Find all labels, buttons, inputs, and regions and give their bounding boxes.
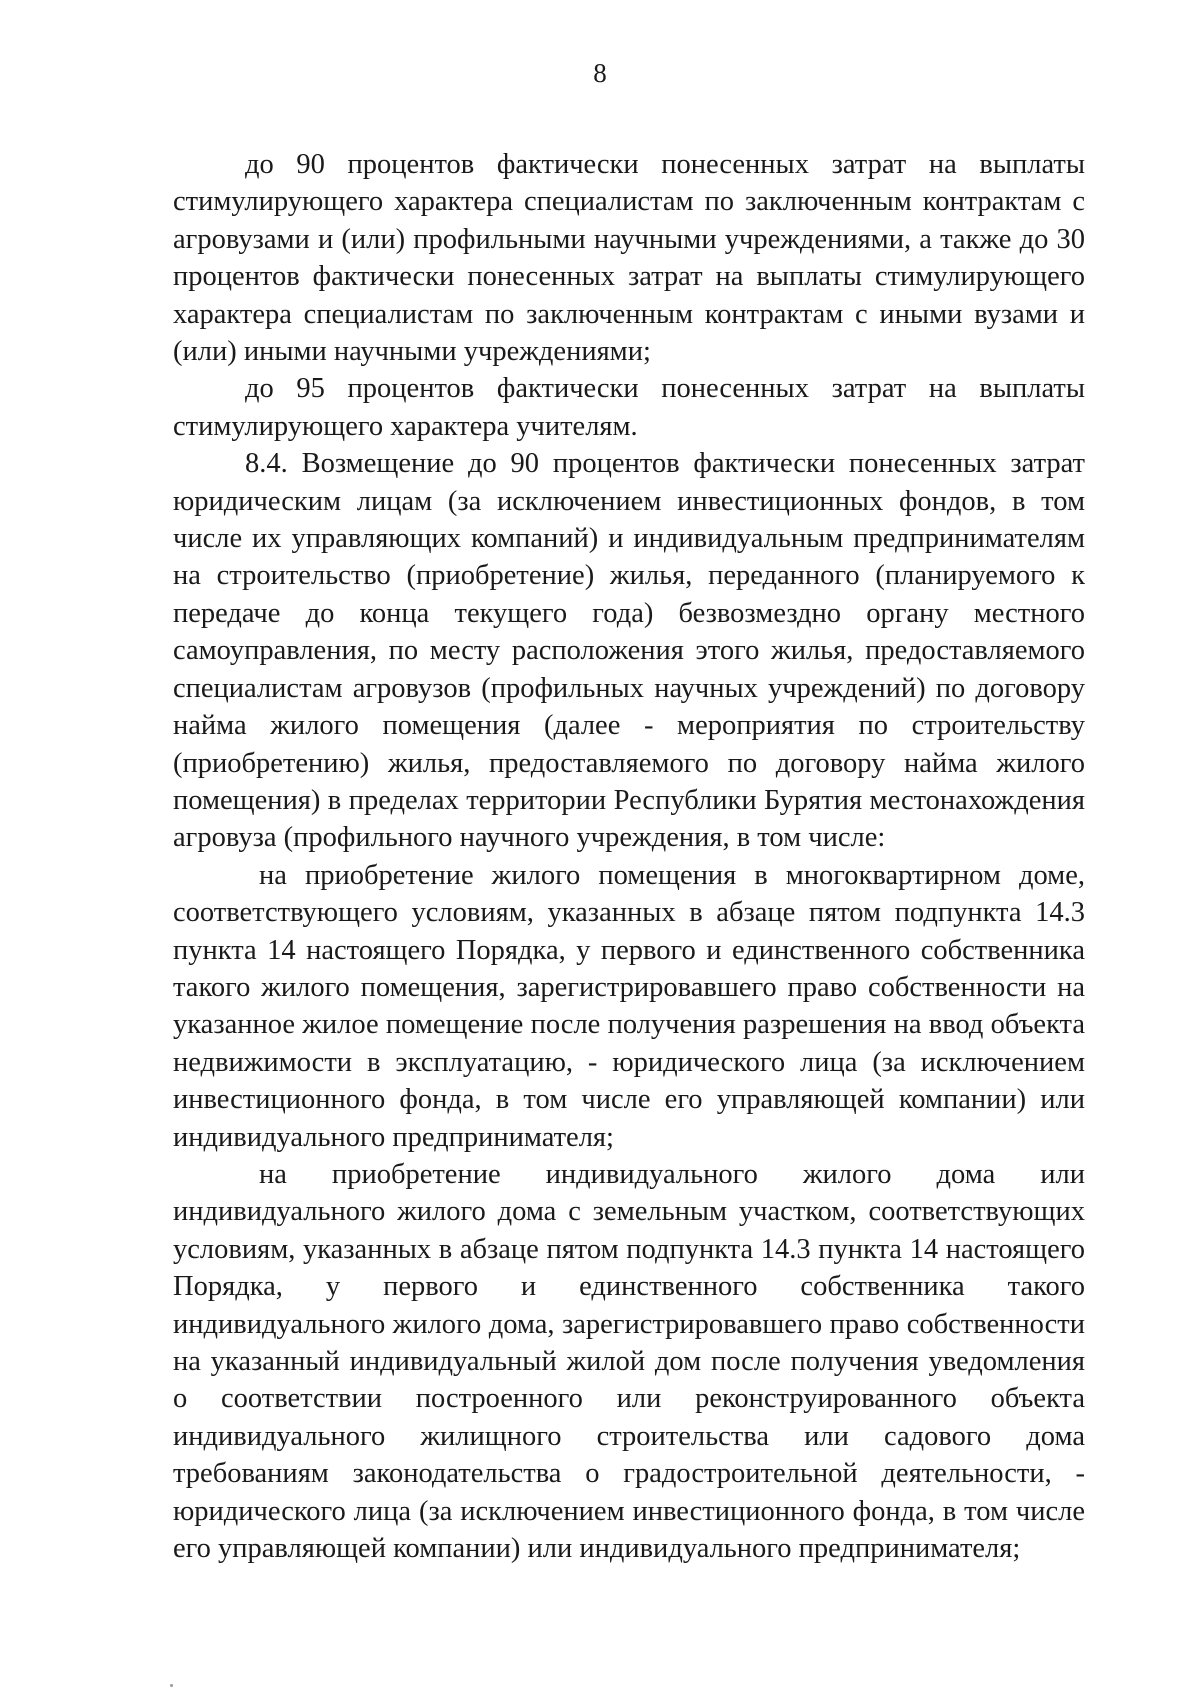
paragraph-house-purchase: на приобретение индивидуального жилого дома или индивидуального жилого дома с земельным участком, соответствующих условиям, указанных в абзаце пятом подпункта 14.3 пункта 14 настоящего Порядка, у первого и единственного собственника такого индивидуального жилого дома, зарегистрировавшего право собственности на указанный индивидуальный жилой дом после получения уведомления о соответствии построенного или реконструированного объекта индивидуального жилищного строительства или садового дома требованиям законодательства о градостроительной деятельности, - юридического лица (за исключением инвестиционного фонда, в том числе его управляющей компании) или индивидуального предпринимателя; bbox=[173, 1158, 1085, 1565]
document-body bbox=[173, 146, 1085, 1567]
paragraph-apartment-purchase: на приобретение жилого помещения в многоквартирном доме, соответствующего условиям, указанных в абзаце пятом подпункта 14.3 пункта 14 настоящего Порядка, у первого и единственного собственника такого жилого помещения, зарегистрировавшего право собственности на указанное жилое помещение после получения разрешения на ввод объекта недвижимости в эксплуатацию, - юридического лица (за исключением инвестиционного фонда, в том числе его управляющей компании) или индивидуального предпринимателя; bbox=[173, 859, 1085, 1153]
paragraph-stimulus-specialists: до 90 процентов фактически понесенных затрат на выплаты стимулирующего характера специалистам по заключенным контрактам с агровузами и (или) профильными научными учреждениями, а также до 30 процентов фактически понесенных затрат на выплаты стимулирующего характера специалистам по заключенным контрактам с иными вузами и (или) иными научными учреждениями; bbox=[173, 149, 1085, 368]
scan-artifact-dot bbox=[170, 1684, 173, 1687]
page-number: 8 bbox=[593, 58, 607, 88]
paragraph-stimulus-teachers: до 95 процентов фактически понесенных затрат на выплаты стимулирующего характера учителям. bbox=[173, 373, 1085, 442]
paragraph-8-4-housing-reimbursement: 8.4. Возмещение до 90 процентов фактически понесенных затрат юридическим лицам (за исключением инвестиционных фондов, в том числе их управляющих компаний) и индивидуальным предпринимателям на строительство (приобретение) жилья, переданного (планируемого к передаче до конца текущего года) безвозмездно органу местного самоуправления, по месту расположения этого жилья, предоставляемого специалистам агровузов (профильных научных учреждений) по договору найма жилого помещения (далее - мероприятия по строительству (приобретению) жилья, предоставляемого по договору найма жилого помещения) в пределах территории Республики Бурятия местонахождения агровуза (профильного научного учреждения, в том числе: bbox=[173, 448, 1085, 854]
